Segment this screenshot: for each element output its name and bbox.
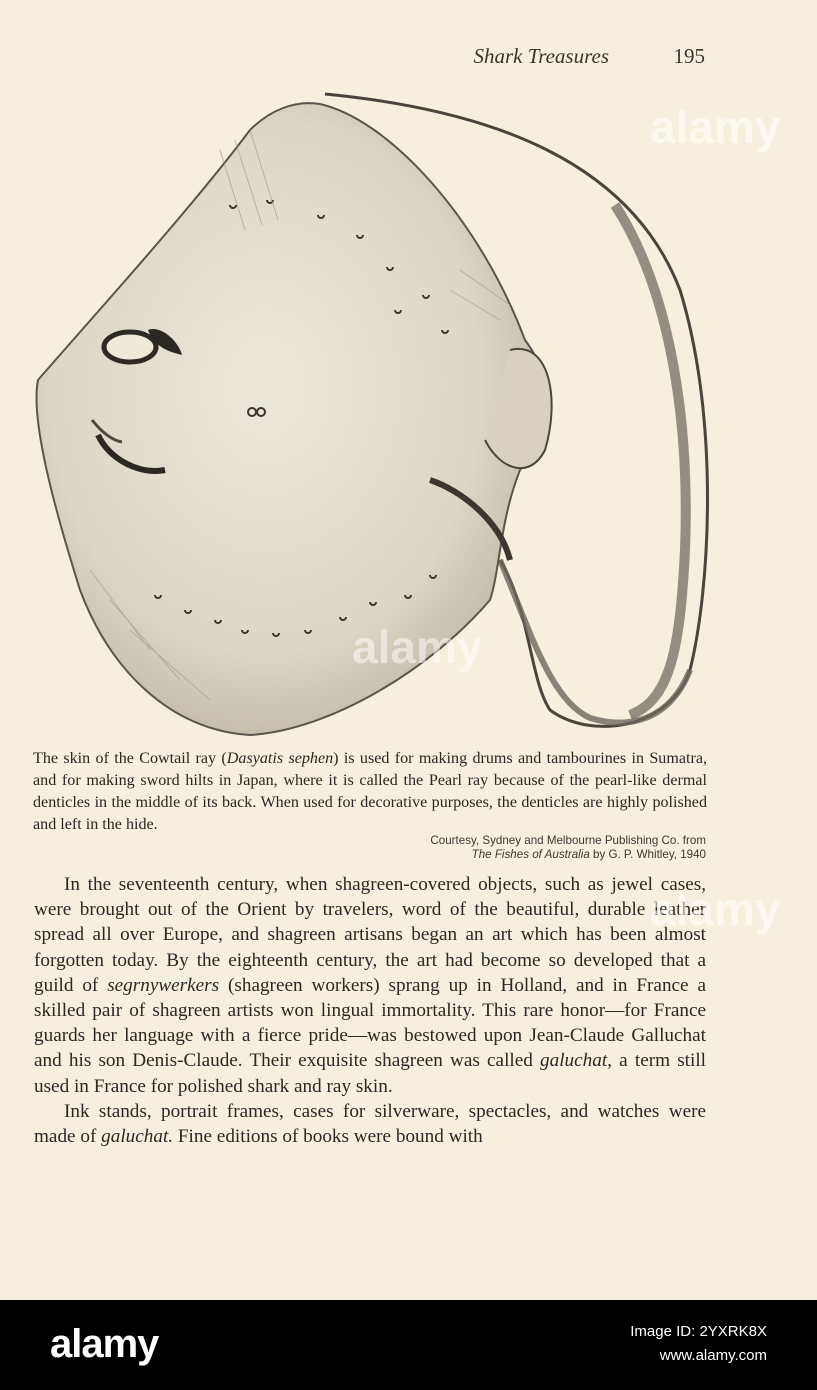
watermark: alamy bbox=[650, 101, 781, 153]
p1-text-b: (shagreen workers) sprang up in Holland, and in France a skilled pair of shagreen artists won lingual immortality. This rare honor—for France guards her language with a fierce pride—was bestowed upon Jean-Claude Galluchat and his son Denis-Claude. Their exquisite shagreen was called bbox=[34, 974, 706, 1072]
p2-text-b: Fine editions of books were bound with bbox=[173, 1126, 483, 1148]
body-text bbox=[34, 872, 706, 1149]
p1-term-galuchat: galuchat, bbox=[540, 1050, 612, 1072]
watermark: alamy bbox=[352, 621, 483, 673]
running-head bbox=[0, 44, 705, 70]
paragraph-2 bbox=[34, 1099, 706, 1149]
image-credit bbox=[430, 834, 706, 862]
caption-text-after: ) is used for making drums and tambourines in Sumatra, and for making sword hilts in Japan, where it is called the Pearl ray because of the pearl-like dermal denticles in the middle of its back. When used for decorative purposes, the denticles are highly polished and left in the hide. bbox=[33, 750, 707, 833]
alamy-logo: alamy bbox=[50, 1322, 159, 1366]
p1-term-segrnywerkers: segrnywerkers bbox=[107, 974, 220, 996]
running-head-title: Shark Treasures bbox=[473, 44, 609, 68]
figure-caption bbox=[33, 748, 707, 836]
p2-term-galuchat: galuchat. bbox=[101, 1126, 174, 1148]
stock-footer bbox=[0, 1300, 817, 1390]
credit-author-year: by G. P. Whitley, 1940 bbox=[589, 848, 706, 861]
caption-text-before: The skin of the Cowtail ray ( bbox=[33, 750, 227, 767]
site-url: www.alamy.com bbox=[659, 1347, 767, 1364]
credit-line-2 bbox=[430, 848, 706, 862]
credit-book-title: The Fishes of Australia bbox=[471, 848, 590, 861]
p1-text-a: In the seventeenth century, when shagreen-covered objects, such as jewel cases, were brought out of the Orient by travelers, word of the beautiful, durable leather spread all over Europe, and shagreen artisans began an art which has been almost forgotten today. By the eighteenth century, the art had become so developed that a guild of bbox=[34, 874, 706, 996]
watermark: alamy bbox=[650, 883, 781, 935]
p1-text-c: a term still used in France for polished shark and ray skin. bbox=[34, 1050, 707, 1097]
page-number: 195 bbox=[673, 44, 705, 68]
p2-text-a: Ink stands, portrait frames, cases for silverware, spectacles, and watches were made of bbox=[34, 1100, 706, 1148]
image-id-block bbox=[630, 1320, 767, 1368]
caption-species: Dasyatis sephen bbox=[226, 750, 334, 767]
paragraph-1 bbox=[34, 872, 706, 1099]
ray-eye bbox=[104, 332, 156, 362]
image-id: Image ID: 2YXRK8X bbox=[630, 1323, 767, 1340]
credit-line-1: Courtesy, Sydney and Melbourne Publishing Co. from bbox=[430, 834, 706, 847]
